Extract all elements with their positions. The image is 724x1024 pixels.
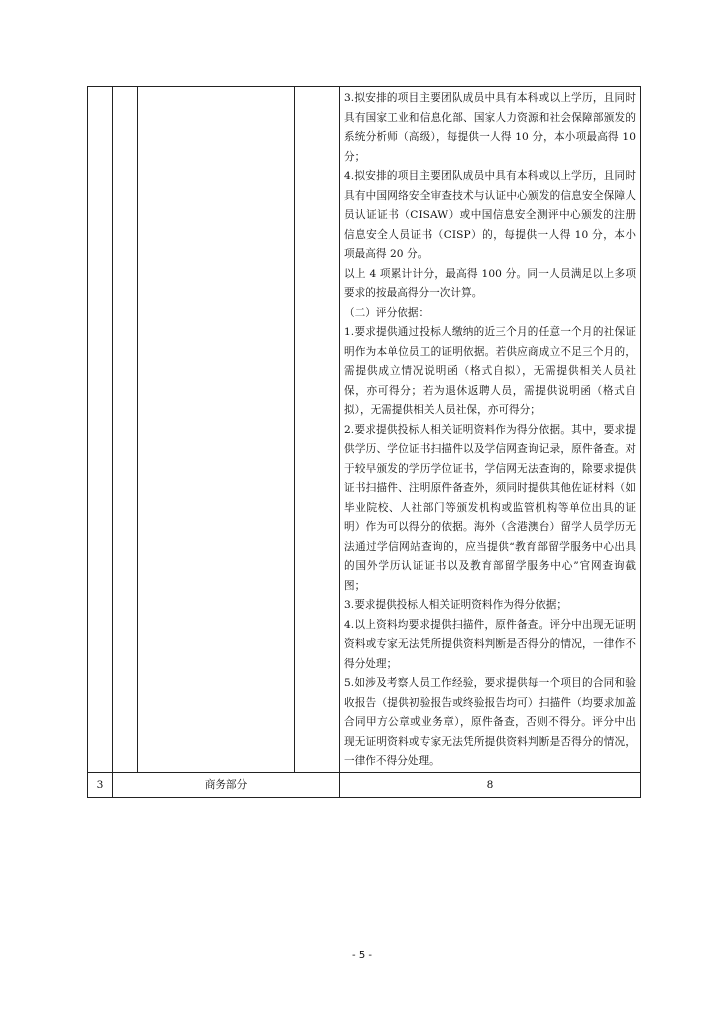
criteria-paragraph: 4.以上资料均要求提供扫描件，原件备查。评分中出现无证明资料或专家无法凭所提供资料判断是否得分的情况，一律作不得分处理； [344,618,636,670]
criteria-paragraph: 5.如涉及考察人员工作经验，要求提供每一个项目的合同和验收报告（提供初验报告或终验报告均可）扫描件（均要求加盖合同甲方公章或业务章），原件备查，否则不得分。评分中出现无证明资料或专家无法凭所提供资料判断是否得分的情况，一律作不得分处理。 [344,677,636,767]
row-score: 8 [340,772,641,797]
criteria-paragraph: 3.要求提供投标人相关证明资料作为得分依据； [344,599,568,611]
criteria-text [340,87,640,772]
row-index: 3 [88,772,113,797]
page-number: - 5 - [352,950,372,961]
cell-weight [295,87,340,773]
criteria-paragraph: 2.要求提供投标人相关证明资料作为得分依据。其中，要求提供学历、学位证书扫描件以及学信网查询记录，原件备查。对于较早颁发的学历学位证书，学信网无法查询的，除要求提供证书扫描件、注明原件备查外，须同时提供其他佐证材料（如毕业院校、人社部门等颁发机构或监管机构等单位出具的证明）作为可以得分的依据。海外（含港澳台）留学人员学历无法通过学信网站查询的，应当提供“教育部留学服务中心出具的国外学历认证证书以及教育部留学服务中心”官网查询截图； [344,423,636,592]
scoring-table [87,86,641,798]
row-section-name: 商务部分 [113,772,340,797]
criteria-paragraph: 1.要求提供通过投标人缴纳的近三个月的任意一个月的社保证明作为本单位员工的证明依据。若供应商成立不足三个月的，需提供成立情况说明函（格式自拟），无需提供相关人员社保，亦可得分；若为退休返聘人员，需提供说明函（格式自拟），无需提供相关人员社保，亦可得分； [344,326,636,416]
criteria-paragraph: 4.拟安排的项目主要团队成员中具有本科或以上学历，且同时具有中国网络安全审查技术与认证中心颁发的信息安全保障人员认证证书（CISAW）或中国信息安全测评中心颁发的注册信息安全人员证书（CISP）的，每提供一人得 10 分，本小项最高得 20 分。 [344,170,636,260]
cell-item [138,87,295,773]
cell-index [88,87,113,773]
criteria-paragraph: （二）评分依据： [344,306,430,319]
criteria-paragraph: 3.拟安排的项目主要团队成员中具有本科或以上学历，且同时具有国家工业和信息化部、国家人力资源和社会保障部颁发的系统分析师（高级），每提供一人得 10 分，本小项最高得 10 分； [344,92,636,163]
table-row [88,87,641,773]
cell-sub [113,87,138,773]
cell-criteria [340,87,641,773]
table-row [88,772,641,797]
criteria-paragraph: 以上 4 项累计计分，最高得 100 分。同一人员满足以上多项要求的按最高得分一次计算。 [344,267,636,299]
